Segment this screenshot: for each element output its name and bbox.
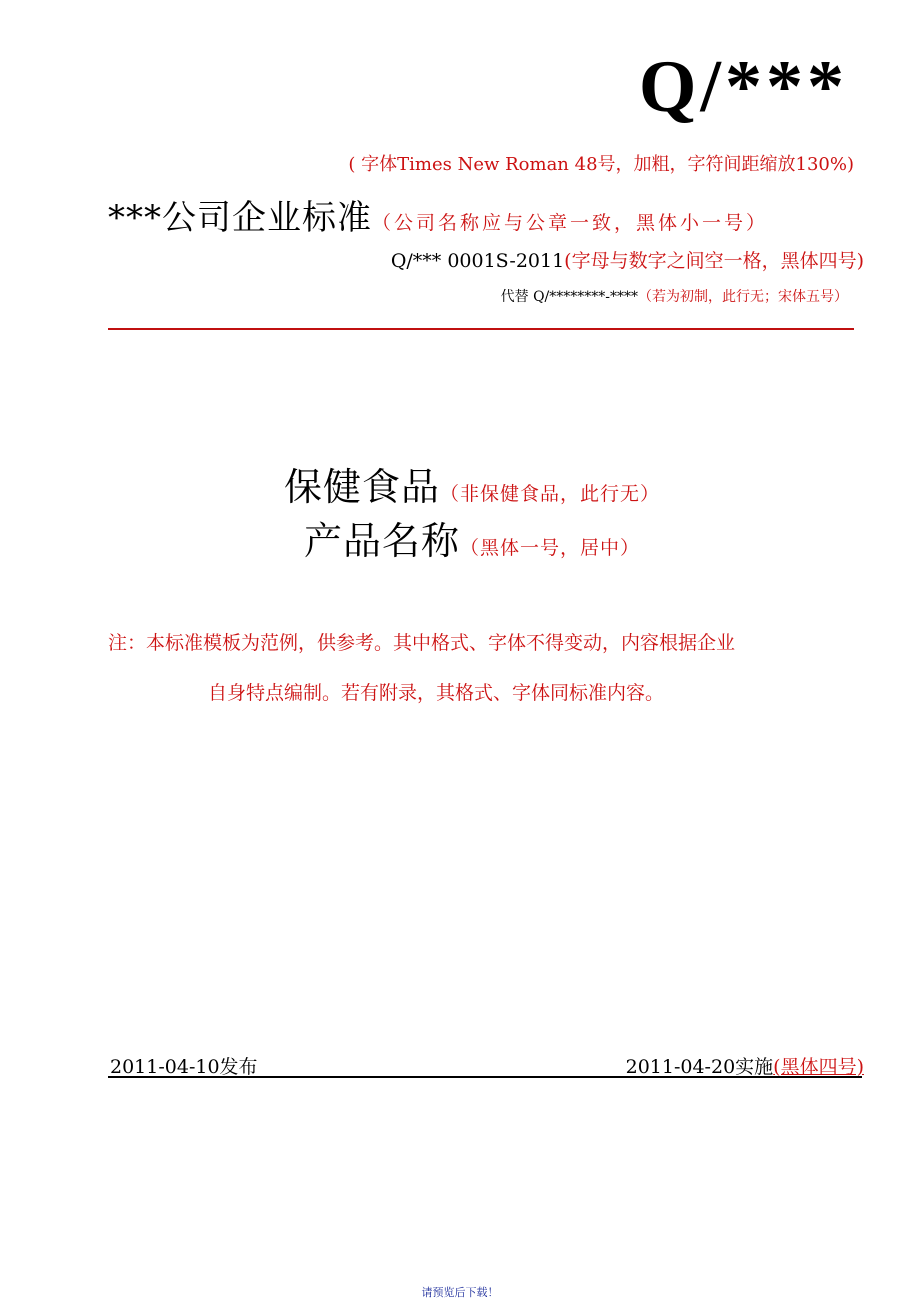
download-footer: 请预览后下载！	[421, 1286, 499, 1299]
date-divider	[108, 1076, 862, 1078]
standard-code-mark: Q/***	[638, 46, 848, 128]
company-standard-line	[108, 190, 768, 239]
publish-date: 2011-04-10发布	[110, 1056, 258, 1078]
template-notice-line-2: 自身特点编制。若有附录，其格式、字体同标准内容。	[208, 682, 665, 704]
product-name-line	[304, 510, 640, 565]
implement-date-group	[626, 1052, 864, 1079]
company-standard-title: ***公司企业标准	[108, 198, 372, 238]
header-divider	[108, 328, 854, 330]
standard-number-line	[391, 246, 864, 273]
company-standard-note: （公司名称应与公章一致，黑体小一号）	[372, 212, 769, 234]
product-type-title: 保健食品	[284, 465, 441, 509]
product-name-title: 产品名称	[304, 519, 461, 563]
implement-date-note: (黑体四号)	[773, 1056, 864, 1078]
product-name-note: （黑体一号，居中）	[460, 537, 641, 559]
standard-number: Q/*** 0001S-2011	[390, 250, 565, 272]
product-type-note: （非保健食品，此行无）	[440, 483, 661, 505]
product-type-line	[284, 456, 660, 511]
implement-date: 2011-04-20实施	[625, 1056, 774, 1078]
replace-standard-note: （若为初制，此行无；宋体五号）	[638, 289, 848, 305]
standard-code-font-note: ( 字体Times New Roman 48号，加粗，字符间距缩放130%)	[348, 154, 854, 175]
standard-number-note: (字母与数字之间空一格，黑体四号)	[564, 250, 864, 272]
template-notice-line-1: 注：本标准模板为范例，供参考。其中格式、字体不得变动，内容根据企业	[108, 632, 736, 654]
template-notice	[108, 618, 868, 718]
replace-standard-label: 代替 Q/********-****	[500, 289, 638, 305]
replace-standard-line	[501, 286, 848, 306]
